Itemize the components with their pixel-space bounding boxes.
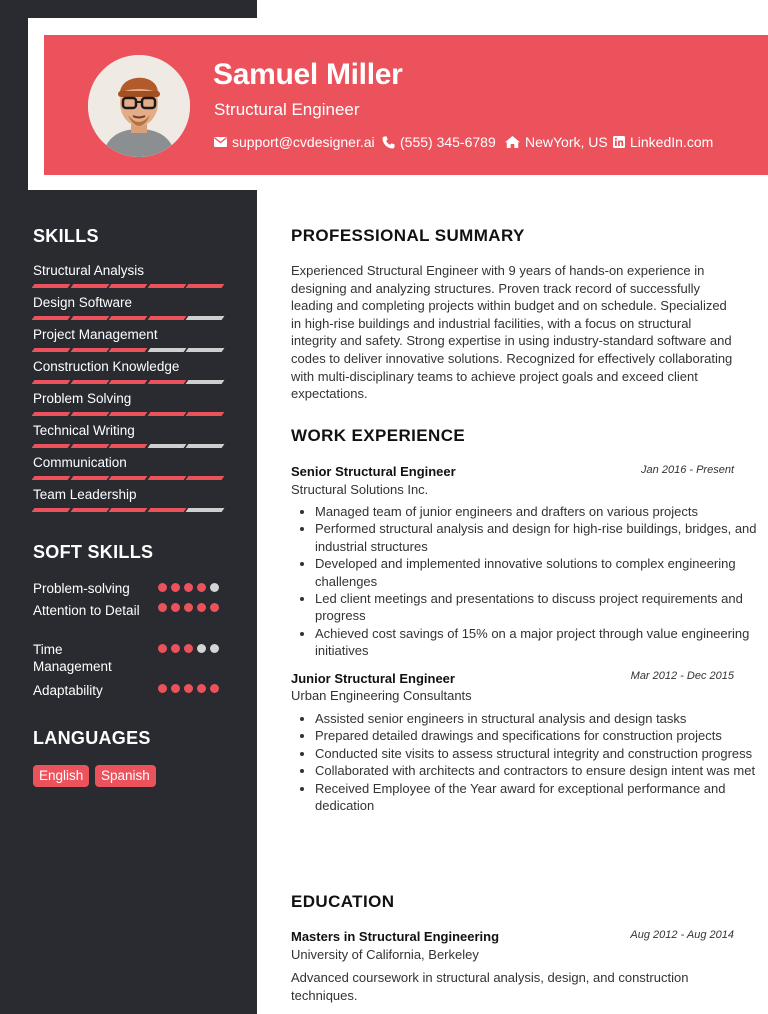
job-bullet: • Assisted senior engineers in structural analysis and design tasks [315,710,765,727]
rating-dot-filled [158,603,167,612]
person-photo-icon [88,55,190,157]
job-bullet: • Performed structural analysis and design for high-rise buildings, bridges, and industrial structures [315,520,765,555]
skill-level-segment-filled [186,284,224,288]
rating-dot-filled [210,684,219,693]
skill-level-segment-filled [109,476,147,480]
rating-dot-empty [210,583,219,592]
phone-icon [382,136,395,149]
skill-level-segment-filled [70,380,108,384]
skill-level-bar [33,476,223,480]
job-bullets [291,710,765,814]
skill-level-bar [33,316,223,320]
skill-label: Team Leadership [33,487,137,502]
skill-level-segment-filled [32,476,70,480]
skill-level-segment-empty [186,444,224,448]
job-bullet: • Prepared detailed drawings and specifications for construction projects [315,727,765,744]
school-name: University of California, Berkeley [291,947,479,962]
skill-level-segment-filled [186,476,224,480]
skill-label: Structural Analysis [33,263,145,278]
skill-level-segment-filled [147,476,185,480]
education-heading: EDUCATION [291,892,395,911]
home-icon [505,136,520,148]
soft-skill-label: Problem-solving [33,581,130,596]
contact-location-text: NewYork, US [525,134,608,150]
skill-level-segment-filled [32,284,70,288]
skills-heading: SKILLS [33,226,99,246]
skill-level-bar [33,348,223,352]
candidate-title: Structural Engineer [214,100,360,119]
job-bullet: • Managed team of junior engineers and drafters on various projects [315,503,765,520]
skill-level-segment-filled [32,348,70,352]
skill-level-segment-filled [109,316,147,320]
skill-level-segment-filled [70,476,108,480]
skill-level-segment-filled [32,412,70,416]
skill-level-segment-filled [147,508,185,512]
skill-label: Design Software [33,295,133,310]
rating-dot-filled [158,583,167,592]
skill-level-segment-empty [186,380,224,384]
contact-linkedin-text: LinkedIn.com [630,134,714,150]
soft-skill-label: Time Management [33,642,112,674]
contact-phone-text: (555) 345-6789 [400,134,496,150]
skill-level-segment-filled [70,316,108,320]
rating-dot-filled [197,603,206,612]
soft-skill-label: Adaptability [33,683,103,698]
skill-level-segment-filled [109,348,147,352]
rating-dot-empty [210,644,219,653]
job-title: Junior Structural Engineer [291,671,455,686]
avatar [88,55,190,157]
job-title: Senior Structural Engineer [291,464,456,479]
skill-level-segment-filled [32,508,70,512]
soft-skill-rating [158,583,219,592]
skill-level-segment-filled [70,444,108,448]
job-bullet: • Collaborated with architects and contractors to ensure design intent was met [315,762,765,779]
rating-dot-filled [197,684,206,693]
skill-level-segment-empty [186,348,224,352]
languages-heading: LANGUAGES [33,728,151,748]
contact-linkedin[interactable] [613,133,713,151]
job-bullet: • Led client meetings and presentations to discuss project requirements and progress [315,590,765,625]
skill-level-segment-filled [32,316,70,320]
rating-dot-filled [184,583,193,592]
skill-label: Communication [33,455,127,470]
rating-dot-filled [158,644,167,653]
skill-label: Project Management [33,327,158,342]
rating-dot-filled [184,684,193,693]
skill-level-segment-filled [70,284,108,288]
experience-heading: WORK EXPERIENCE [291,426,466,445]
skill-level-segment-filled [70,412,108,416]
skill-level-bar [33,412,223,416]
contact-email[interactable] [214,133,375,151]
job-bullet: • Received Employee of the Year award for exceptional performance and dedication [315,780,765,815]
job-date: Mar 2012 - Dec 2015 [630,670,734,682]
summary-heading: PROFESSIONAL SUMMARY [291,226,525,245]
job-bullet: • Conducted site visits to assess structural integrity and construction progress [315,745,765,762]
skill-level-segment-filled [70,508,108,512]
soft-skills-heading: SOFT SKILLS [33,542,154,562]
skill-level-segment-filled [109,508,147,512]
language-tag-english: English [33,765,89,787]
skill-level-bar [33,284,223,288]
language-tag-spanish: Spanish [95,765,156,787]
skill-level-segment-filled [32,380,70,384]
skill-level-segment-empty [147,348,185,352]
job-company: Urban Engineering Consultants [291,688,472,703]
skill-level-bar [33,444,223,448]
envelope-icon [214,137,227,147]
education-description: Advanced coursework in structural analysis, design, and construction techniques. [291,970,689,1003]
skill-level-segment-empty [147,444,185,448]
soft-skill-rating [158,684,219,693]
top-strip [257,0,768,18]
job-bullets [291,503,765,660]
skill-level-segment-filled [32,444,70,448]
skill-level-segment-filled [109,284,147,288]
skill-level-segment-empty [186,508,224,512]
skill-level-bar [33,380,223,384]
rating-dot-filled [158,684,167,693]
skill-label: Construction Knowledge [33,359,180,374]
job-date: Jan 2016 - Present [641,464,734,476]
linkedin-icon [613,136,625,148]
soft-skill-rating [158,603,219,612]
skill-level-segment-filled [147,316,185,320]
rating-dot-filled [197,583,206,592]
contact-email-text: support@cvdesigner.ai [232,134,375,150]
soft-skill-label: Attention to Detail [33,603,140,618]
rating-dot-empty [197,644,206,653]
skill-level-segment-filled [70,348,108,352]
skill-level-segment-filled [147,380,185,384]
degree-title: Masters in Structural Engineering [291,929,500,944]
soft-skill-rating [158,644,219,653]
skill-label: Technical Writing [33,423,135,438]
education-date: Aug 2012 - Aug 2014 [630,929,734,941]
summary-text: Experienced Structural Engineer with 9 years of hands-on experience in designing and analyzing structures. Proven track record of successfully leading and completing projects within budget and on schedule. Specialized in high-rise buildings and industrial facilities, with a focus on structural integrity and safety. Strong expertise in using industry-standard software and codes to deliver innovative solutions. Recognized for effectively collaborating with multi-disciplinary teams to achieve project goals and exceed client expectations. [291,263,733,402]
skill-level-segment-filled [109,380,147,384]
skill-level-segment-filled [186,412,224,416]
job-company: Structural Solutions Inc. [291,482,429,497]
rating-dot-filled [184,603,193,612]
rating-dot-filled [171,684,180,693]
skill-level-bar [33,508,223,512]
rating-dot-filled [171,583,180,592]
rating-dot-filled [184,644,193,653]
job-bullet: • Achieved cost savings of 15% on a major project through value engineering initiatives [315,625,765,660]
job-bullet: • Developed and implemented innovative solutions to complex engineering challenges [315,555,765,590]
candidate-name: Samuel Miller [213,58,403,91]
rating-dot-filled [210,603,219,612]
rating-dot-filled [171,603,180,612]
skill-level-segment-filled [147,412,185,416]
skill-level-segment-filled [109,412,147,416]
skill-level-segment-filled [147,284,185,288]
contact-phone[interactable] [382,133,496,151]
skill-level-segment-empty [186,316,224,320]
skill-label: Problem Solving [33,391,132,406]
skill-level-segment-filled [109,444,147,448]
rating-dot-filled [171,644,180,653]
contact-location [505,133,608,151]
